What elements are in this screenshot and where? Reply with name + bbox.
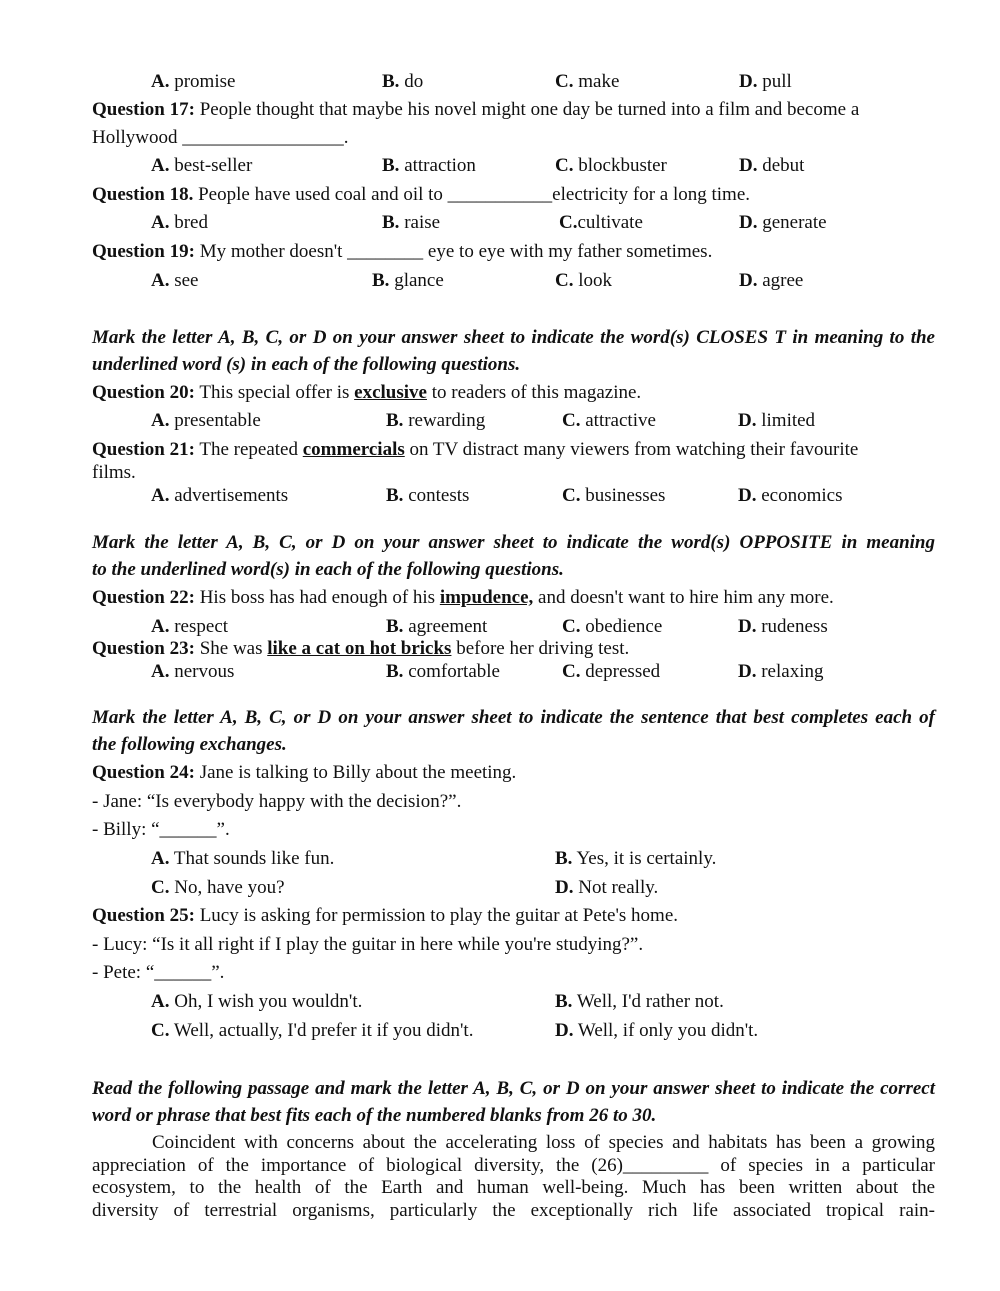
instruction-closest: Mark the letter A, B, C, or D on your answer sheet to indicate the word(s) CLOSES T in meaning to the underlined word (s) in each of the following questions. (92, 327, 935, 375)
question-17-cont: Hollywood _________________. (92, 127, 349, 148)
q25-option-c[interactable]: C. Well, actually, I'd prefer it if you didn't. (151, 1020, 474, 1041)
q24-option-d[interactable]: D. Not really. (555, 877, 659, 898)
q23-option-b[interactable]: B. comfortable (386, 661, 500, 682)
q25-dialogue-lucy: - Lucy: “Is it all right if I play the guitar in here while you're studying?”. (92, 934, 644, 955)
instruction-opposite: Mark the letter A, B, C, or D on your answer sheet to indicate the word(s) OPPOSITE in meaning to the underlined word(s) in each of the following questions. (92, 532, 935, 580)
q25-option-a[interactable]: A. Oh, I wish you wouldn't. (151, 991, 363, 1012)
q21-option-c[interactable]: C. businesses (562, 485, 666, 506)
q19-option-a[interactable]: A. see (151, 270, 199, 291)
q23-option-c[interactable]: C. depressed (562, 661, 661, 682)
q20-option-b[interactable]: B. rewarding (386, 410, 486, 431)
q18-option-b[interactable]: B. raise (382, 212, 441, 233)
q23-option-d[interactable]: D. relaxing (738, 661, 824, 682)
passage-line: Coincident with concerns about the accelerating loss of species and habitats has been a growing (152, 1132, 935, 1153)
q24-option-b[interactable]: B. Yes, it is certainly. (555, 848, 717, 869)
q16-option-d[interactable]: D. pull (739, 71, 792, 92)
question-18: Question 18. People have used coal and oil to ___________electricity for a long time. (92, 184, 751, 205)
passage-line: diversity of terrestrial organisms, particularly the exceptionally rich life associated tropical rain- (92, 1199, 935, 1221)
question-24: Question 24: Jane is talking to Billy about the meeting. (92, 762, 517, 783)
q16-option-c[interactable]: C. make (555, 71, 620, 92)
q21-option-d[interactable]: D. economics (738, 485, 843, 506)
q19-option-c[interactable]: C. look (555, 270, 613, 291)
q18-option-c[interactable]: C.cultivate (559, 212, 643, 233)
q22-option-d[interactable]: D. rudeness (738, 616, 828, 637)
q16-option-b[interactable]: B. do (382, 71, 424, 92)
q20-option-c[interactable]: C. attractive (562, 410, 656, 431)
reading-passage (92, 1132, 935, 1222)
q24-dialogue-jane: - Jane: “Is everybody happy with the decision?”. (92, 791, 462, 812)
passage-line: ecosystem, to the health of the Earth and human well-being. Much has been written about the (92, 1177, 935, 1198)
q22-option-a[interactable]: A. respect (151, 616, 229, 637)
q17-option-a[interactable]: A. best-seller (151, 155, 253, 176)
question-22: Question 22: His boss has had enough of his impudence, and doesn't want to hire him any more. (92, 587, 834, 608)
q24-option-c[interactable]: C. No, have you? (151, 877, 285, 898)
q17-option-b[interactable]: B. attraction (382, 155, 476, 176)
q20-option-a[interactable]: A. presentable (151, 410, 261, 431)
q21-option-a[interactable]: A. advertisements (151, 485, 289, 506)
question-19: Question 19: My mother doesn't ________ eye to eye with my father sometimes. (92, 241, 713, 262)
q22-option-c[interactable]: C. obedience (562, 616, 663, 637)
q22-option-b[interactable]: B. agreement (386, 616, 488, 637)
q18-option-a[interactable]: A. bred (151, 212, 208, 233)
q19-option-b[interactable]: B. glance (372, 270, 444, 291)
q23-option-a[interactable]: A. nervous (151, 661, 235, 682)
q25-option-d[interactable]: D. Well, if only you didn't. (555, 1020, 759, 1041)
question-17: Question 17: People thought that maybe his novel might one day be turned into a film and become a (92, 99, 860, 120)
question-21-cont: films. (92, 462, 136, 483)
question-23: Question 23: She was like a cat on hot bricks before her driving test. (92, 638, 630, 659)
q21-option-b[interactable]: B. contests (386, 485, 470, 506)
q18-option-d[interactable]: D. generate (739, 212, 827, 233)
q17-option-c[interactable]: C. blockbuster (555, 155, 667, 176)
q24-option-a[interactable]: A. That sounds like fun. (151, 848, 335, 869)
instruction-passage: Read the following passage and mark the letter A, B, C, or D on your answer sheet to indicate the correct word or phrase that best fits each of the numbered blanks from 26 to 30. (92, 1078, 935, 1126)
q17-option-d[interactable]: D. debut (739, 155, 805, 176)
q24-dialogue-billy: - Billy: “______”. (92, 819, 230, 840)
q19-option-d[interactable]: D. agree (739, 270, 804, 291)
q25-dialogue-pete: - Pete: “______”. (92, 962, 225, 983)
question-20: Question 20: This special offer is exclusive to readers of this magazine. (92, 382, 642, 403)
instruction-exchanges: Mark the letter A, B, C, or D on your answer sheet to indicate the sentence that best completes each of the following exchanges. (92, 707, 935, 755)
passage-line: appreciation of the importance of biological diversity, the (26)_________ of species in a particular (92, 1154, 935, 1176)
question-25: Question 25: Lucy is asking for permission to play the guitar at Pete's home. (92, 905, 679, 926)
q25-option-b[interactable]: B. Well, I'd rather not. (555, 991, 724, 1012)
q16-option-a[interactable]: A. promise (151, 71, 236, 92)
question-21: Question 21: The repeated commercials on TV distract many viewers from watching their favourite (92, 439, 859, 460)
q20-option-d[interactable]: D. limited (738, 410, 816, 431)
